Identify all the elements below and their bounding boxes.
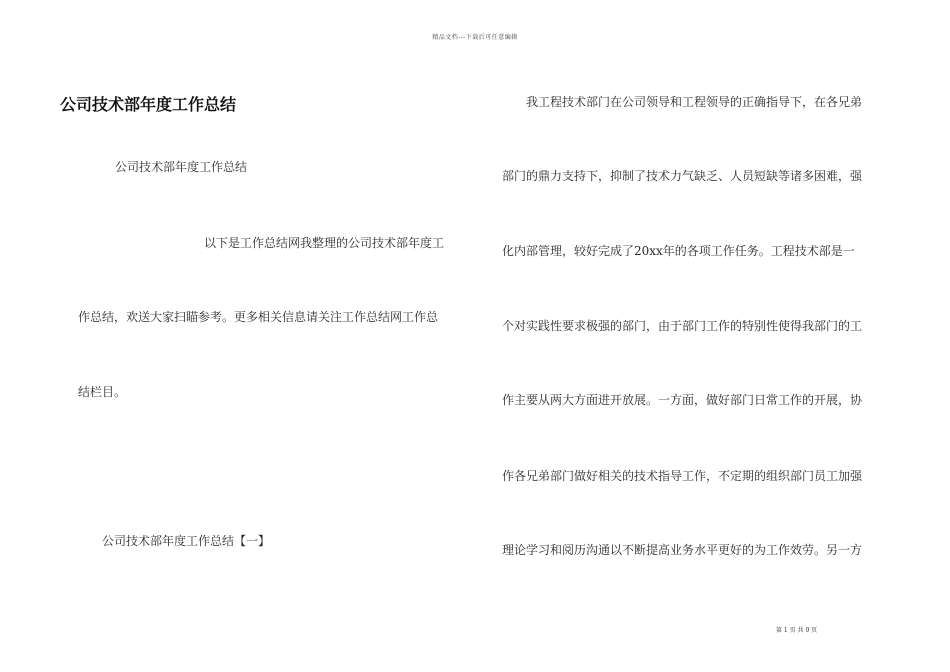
body-line-4: 个对实践性要求极强的部门，由于部门工作的特别性使得我部门的工 xyxy=(502,319,863,333)
document-title: 公司技术部年度工作总结 xyxy=(60,95,237,114)
section-heading: 公司技术部年度工作总结【一】 xyxy=(102,534,271,548)
intro-line-1: 以下是工作总结网我整理的公司技术部年度工 xyxy=(204,236,445,250)
intro-line-3: 结栏目。 xyxy=(78,385,127,399)
intro-line-2: 作总结，欢送大家扫瞄参考。更多相关信息请关注工作总结网工作总 xyxy=(78,310,439,324)
header-note: 精品文档---下载后可任意编辑 xyxy=(432,34,518,41)
left-subtitle: 公司技术部年度工作总结 xyxy=(115,160,248,174)
body-line-7: 理论学习和阅历沟通以不断提高业务水平更好的为工作效劳。另一方 xyxy=(502,543,863,557)
body-line-5: 作主要从两大方面进开放展。一方面，做好部门日常工作的开展，协 xyxy=(502,393,863,407)
page-counter: 第 1 页 共 9 页 xyxy=(776,627,818,634)
body-line-3: 化内部管理，较好完成了20xx年的各项工作任务。工程技术部是一 xyxy=(502,244,855,258)
body-line-2: 部门的鼎力支持下，抑制了技术力气缺乏、人员短缺等诸多困难，强 xyxy=(502,169,863,183)
body-line-6: 作各兄弟部门做好相关的技术指导工作，不定期的组织部门员工加强 xyxy=(502,469,863,483)
body-line-1: 我工程技术部门在公司领导和工程领导的正确指导下，在各兄弟 xyxy=(526,95,863,109)
